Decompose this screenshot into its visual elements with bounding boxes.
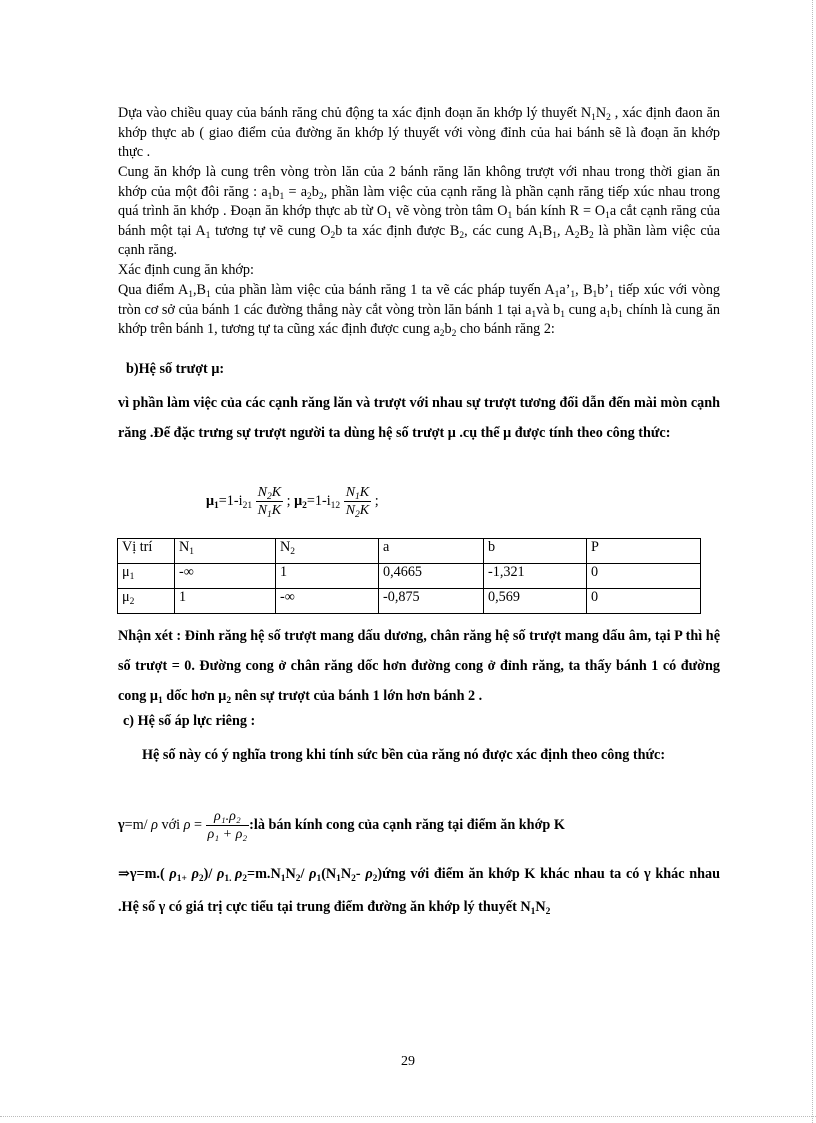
text: / bbox=[300, 866, 310, 882]
text: c) Hệ số áp lực riêng : bbox=[123, 713, 256, 729]
text: là phần làm việc của cạnh răng. bbox=[118, 222, 721, 258]
text: K bbox=[271, 503, 282, 518]
text: vì phần làm việc của các cạnh răng lăn và trượt với nhau sự trượt tương đối dẫn đến mài mòn cạnh răng .Để đặc trưng sự trượt người ta dùng hệ số trượt bbox=[118, 395, 720, 441]
text: .cụ thể bbox=[455, 425, 504, 441]
text: , các cung A bbox=[464, 222, 538, 239]
paragraph-meshing-arc: Cung ăn khớp là cung trên vòng tròn lăn của 2 bánh răng lăn không trượt với nhau trong thời gian ăn khớp của một đôi răng : $a_1b_1 = a_2b_2$, phần làm việc của cạnh răng là phần cạnh răng tiếp xúc nhau trong quá trình ăn khớp . Đoạn ăn khớp thực ab từ $O_1$ vẽ vòng tròn tâm $O_1$ bán kính $R = O_1a$ cắt cạnh răng của bánh một tại $A_1$ tương tự vẽ cung $O_2b$ ta xác định được $B_2$, các cung $A_1B_1$, $A_2B_2$ là phần làm việc của cạnh răng. bbox=[118, 164, 721, 258]
text: 21 bbox=[242, 500, 253, 511]
text: ρ₁ + ρ₂ bbox=[207, 827, 248, 842]
text: 12 bbox=[330, 500, 341, 511]
rho-symbol: ρ bbox=[217, 866, 225, 882]
table-cell: -∞ bbox=[276, 589, 379, 614]
paragraph-meshing-segment: Dựa vào chiều quay của bánh răng chủ động ta xác định đoạn ăn khớp lý thuyết $N_1N_2$ , xác định đaon ăn khớp thực ab ( giao điểm của đường ăn khớp lý thuyết với vòng đỉnh của hai bánh sẽ là đoạn ăn khớp thực . bbox=[118, 105, 721, 160]
table-cell: 1 bbox=[175, 589, 276, 614]
table-cell: -1,321 bbox=[484, 564, 587, 589]
rho-symbol: ρ bbox=[309, 866, 317, 882]
text: ρ₁.ρ₂ bbox=[206, 808, 250, 826]
table-header-cell: b bbox=[484, 539, 587, 564]
text: )ứng với điểm ăn khớp K khác nhau ta có bbox=[377, 866, 645, 882]
gamma-symbol: γ bbox=[118, 816, 125, 833]
text: khác nhau .Hệ số bbox=[118, 866, 721, 915]
table-cell: 1 bbox=[276, 564, 379, 589]
text: tương tự vẽ cung O bbox=[210, 222, 331, 239]
text: N bbox=[345, 503, 356, 518]
text: =1-i bbox=[218, 492, 243, 509]
mu-symbol: μ bbox=[211, 361, 220, 377]
text: 2 bbox=[355, 510, 360, 520]
text: ,B bbox=[192, 282, 206, 298]
table-cell: 0,4665 bbox=[379, 564, 484, 589]
text: vẽ vòng tròn tâm O bbox=[391, 203, 508, 219]
mu-symbol: μ bbox=[206, 492, 215, 509]
slip-coefficient-table bbox=[117, 538, 701, 614]
gamma-symbol: γ bbox=[158, 899, 166, 915]
mu-symbol: μ bbox=[294, 492, 303, 509]
paragraph-slip-description bbox=[118, 388, 720, 448]
text: được tính theo công thức: bbox=[511, 425, 671, 441]
text: 2 bbox=[351, 874, 356, 884]
text: ; bbox=[283, 492, 295, 509]
rho-symbol: ρ bbox=[183, 816, 191, 833]
text: 1 bbox=[530, 907, 536, 917]
rho-symbol: ρ bbox=[151, 816, 158, 833]
text: 1 bbox=[214, 500, 219, 511]
text: =m.( bbox=[136, 866, 170, 882]
text: N bbox=[257, 485, 267, 500]
text: K bbox=[271, 485, 282, 500]
text: N bbox=[345, 485, 356, 500]
page-edge-right bbox=[812, 0, 813, 1123]
text: N bbox=[340, 866, 352, 882]
table-cell: 0,569 bbox=[484, 589, 587, 614]
rho-symbol: ρ bbox=[186, 866, 199, 882]
fraction-2 bbox=[344, 484, 371, 519]
implies-symbol: ⇒ bbox=[118, 866, 130, 882]
text: của phần làm việc của bánh răng 1 ta vẽ các pháp tuyến A bbox=[210, 282, 555, 298]
mu-symbol: μ bbox=[503, 425, 512, 441]
text: 2 bbox=[198, 874, 204, 884]
text: Xác định cung ăn khớp: bbox=[118, 262, 254, 278]
text: = a bbox=[284, 183, 308, 200]
table-cell: $\mu_2$ bbox=[118, 589, 175, 614]
text: b bbox=[444, 321, 452, 337]
table-row bbox=[118, 589, 701, 614]
text: a’ bbox=[559, 282, 571, 298]
rho-symbol: ρ bbox=[365, 866, 373, 882]
heading-slip-coefficient bbox=[126, 361, 728, 378]
page-number: 29 bbox=[401, 1054, 415, 1069]
text: 1 bbox=[157, 696, 163, 706]
mu-symbol: μ bbox=[149, 688, 158, 704]
table-header-row bbox=[118, 539, 701, 564]
text: b)Hệ số trượt bbox=[126, 361, 212, 377]
text: 2 bbox=[302, 500, 307, 511]
text: 2 bbox=[295, 874, 301, 884]
text: 1 bbox=[316, 874, 322, 884]
text: , A bbox=[556, 222, 575, 239]
text: b bbox=[610, 301, 618, 318]
paragraph-arc-heading bbox=[118, 261, 720, 281]
text: 1 bbox=[266, 510, 272, 520]
text: Hệ số này có ý nghĩa trong khi tính sức bền của răng nó được xác định theo công thức: bbox=[142, 747, 666, 763]
rho-symbol: ρ bbox=[169, 866, 177, 882]
table-cell: 0 bbox=[587, 564, 701, 589]
text: = bbox=[190, 816, 206, 833]
paragraph-gamma-result bbox=[118, 858, 720, 924]
text: K bbox=[359, 503, 370, 518]
table-header-cell: Vị trí bbox=[118, 539, 175, 564]
paragraph-remark bbox=[118, 621, 720, 711]
text: 2 bbox=[545, 907, 551, 917]
text: =m/ bbox=[124, 816, 152, 833]
text: 2 bbox=[266, 492, 272, 502]
text: bán kính R = O bbox=[512, 203, 606, 219]
text: nên sự trượt của bánh 1 lớn hơn bánh 2 . bbox=[231, 688, 483, 704]
text: , xác định đaon ăn khớp thực ab ( giao điểm của đường ăn khớp lý thuyết với vòng đỉnh của hai bánh sẽ là đoạn ăn khớp thực . bbox=[118, 105, 721, 160]
text: (N bbox=[321, 866, 337, 882]
fraction-1 bbox=[256, 484, 283, 519]
text: b bbox=[311, 183, 319, 200]
text: : bbox=[219, 361, 225, 377]
text: :là bán kính cong của cạnh răng tại điểm ăn khớp K bbox=[249, 816, 565, 833]
table-cell: 0 bbox=[587, 589, 701, 614]
text: 1 bbox=[355, 492, 360, 502]
text: 2 bbox=[226, 696, 232, 706]
text: N bbox=[257, 503, 267, 518]
table-row bbox=[118, 564, 701, 589]
text: =m.N bbox=[247, 866, 281, 882]
text: b ta xác định được B bbox=[335, 222, 460, 239]
mu-symbol: μ bbox=[218, 688, 227, 704]
table-header-cell: $N_2$ bbox=[276, 539, 379, 564]
table-cell: -∞ bbox=[175, 564, 276, 589]
text: Cung ăn khớp là cung trên vòng tròn lăn của 2 bánh răng lăn không trượt với nhau trong thời gian ăn khớp của một đôi răng : a bbox=[118, 164, 720, 200]
text: ; bbox=[371, 492, 379, 509]
text: 1 bbox=[280, 874, 286, 884]
text: chính là cung ăn khớp trên bánh 1, tương tự ta cũng xác định được cung a bbox=[118, 301, 720, 337]
text: có giá trị cực tiểu tại trung điểm đường ăn khớp lý thuyết N bbox=[165, 899, 531, 915]
text: K bbox=[359, 485, 370, 500]
gamma-symbol: γ bbox=[644, 866, 651, 882]
text: N bbox=[285, 866, 296, 882]
text: B bbox=[542, 222, 553, 239]
text: cho bánh răng 2: bbox=[456, 321, 555, 337]
text: 2 bbox=[242, 874, 248, 884]
text: - bbox=[355, 866, 366, 882]
text: b bbox=[272, 183, 280, 200]
text: a cắt cạnh răng của bánh một tại A bbox=[118, 203, 721, 239]
gamma-symbol: γ bbox=[129, 866, 137, 882]
text: cung a bbox=[565, 301, 607, 318]
table-header-cell: $N_1$ bbox=[175, 539, 276, 564]
text: 2 bbox=[372, 874, 378, 884]
fraction-rho bbox=[206, 808, 250, 843]
text: N bbox=[535, 899, 546, 915]
text: với bbox=[157, 816, 184, 833]
text: =1-i bbox=[306, 492, 331, 509]
text: dốc hơn bbox=[162, 688, 219, 704]
text: 1+ bbox=[176, 874, 187, 884]
text: Nhận xét : Đỉnh răng hệ số trượt mang dấu dương, chân răng hệ số trượt mang dấu âm, tại P thì hệ số trượt = 0. Đường cong ở chân răng dốc hơn đường cong ở đỉnh răng, ta thấy bánh 1 có đường cong bbox=[118, 628, 720, 704]
table-cell: -0,875 bbox=[379, 589, 484, 614]
text: B bbox=[579, 222, 589, 239]
text: )/ bbox=[203, 866, 217, 882]
table-header-cell: P bbox=[587, 539, 701, 564]
text: b’ bbox=[597, 282, 610, 298]
formula-slip bbox=[206, 484, 379, 519]
text: N bbox=[595, 105, 607, 121]
paragraph-arc-determination: Qua điểm $A_1,B_1$ của phần làm việc của bánh răng 1 ta vẽ các pháp tuyến $A_1a’_1$, $B_1b’_1$ tiếp xúc với vòng tròn cơ sở của bánh 1 các đường thẳng này cắt vòng tròn lăn bánh 1 tại $a_1và$ $b_1$ cung $a_1b_1$ chính là cung ăn khớp trên bánh 1, tương tự ta cũng xác định được cung $a_2b_2$ cho bánh răng 2: bbox=[118, 282, 721, 339]
formula-gamma bbox=[118, 808, 565, 843]
text: 1. bbox=[224, 874, 235, 884]
rho-symbol: ρ bbox=[234, 866, 243, 882]
paragraph-pressure-description bbox=[118, 740, 720, 770]
heading-pressure-coefficient bbox=[123, 713, 725, 730]
mu-symbol: μ bbox=[447, 425, 456, 441]
page-edge-bottom bbox=[0, 1116, 816, 1117]
text: Dựa vào chiều quay của bánh răng chủ động ta xác định đoạn ăn khớp lý thuyết N bbox=[118, 105, 592, 121]
text: , phần làm việc của cạnh răng là phần cạnh răng tiếp xúc nhau trong quá trình ăn khớp . Đoạn ăn khớp thực ab từ O bbox=[118, 183, 720, 219]
table-header-cell: a bbox=[379, 539, 484, 564]
text: , B bbox=[575, 282, 593, 298]
text: Qua điểm A bbox=[118, 282, 189, 298]
text: 1 bbox=[336, 874, 341, 884]
text: và b bbox=[536, 301, 561, 318]
text: tiếp xúc với vòng tròn cơ sở của bánh 1 các đường thẳng này cắt vòng tròn lăn bánh 1 tại a bbox=[118, 282, 721, 318]
table-cell: $\mu_1$ bbox=[118, 564, 175, 589]
